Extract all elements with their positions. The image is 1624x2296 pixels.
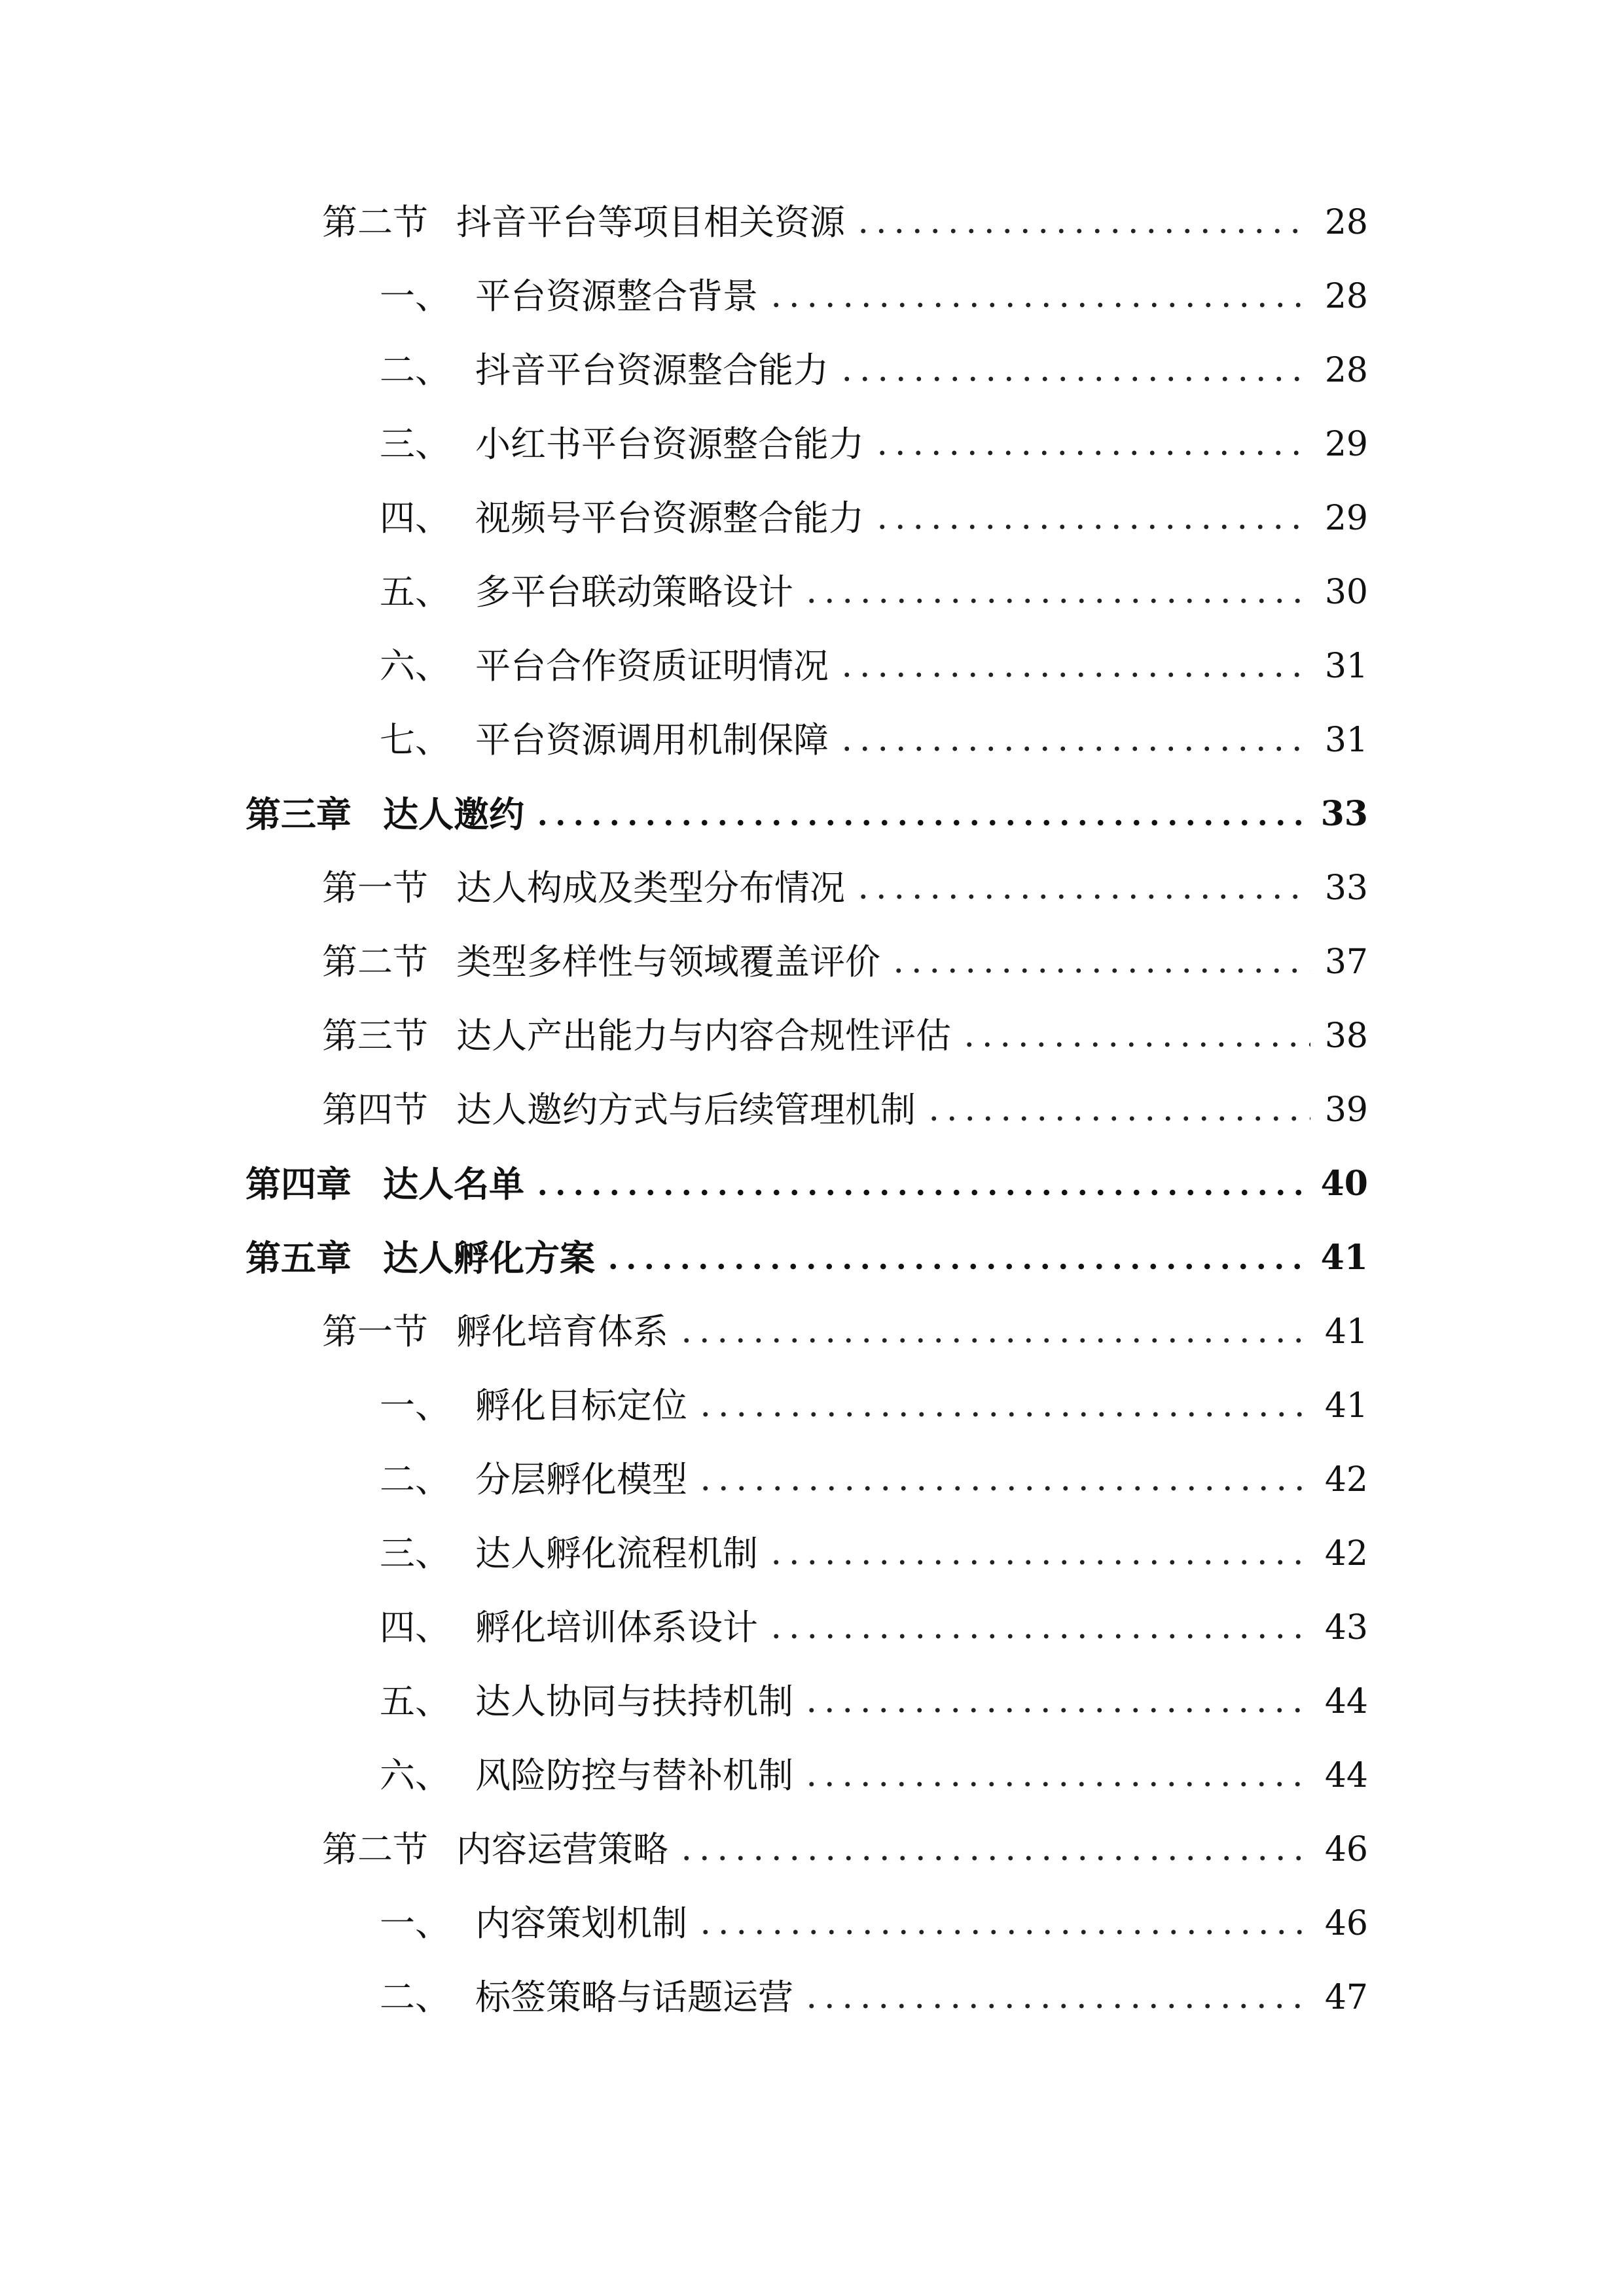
toc-entry[interactable] xyxy=(380,1380,1368,1432)
dot-leader xyxy=(925,1114,1310,1123)
toc-entry-number: 四、 xyxy=(380,1607,450,1648)
toc-entry-title: 类型多样性与领域覆盖评价 xyxy=(456,941,880,982)
toc-entry-title: 孵化培育体系 xyxy=(456,1311,668,1352)
toc-entry-page: 44 xyxy=(1324,1682,1368,1721)
dot-leader xyxy=(767,1632,1310,1641)
dot-leader xyxy=(890,966,1310,975)
toc-entry-title: 达人构成及类型分布情况 xyxy=(456,867,845,908)
toc-entry[interactable] xyxy=(322,1306,1368,1358)
dot-leader xyxy=(803,596,1310,605)
toc-entry-title: 孵化目标定位 xyxy=(475,1385,687,1426)
toc-entry[interactable] xyxy=(322,1084,1368,1136)
dot-leader xyxy=(838,374,1310,384)
toc-entry-page: 40 xyxy=(1320,1164,1368,1204)
toc-entry-number: 二、 xyxy=(380,1459,450,1500)
toc-entry[interactable] xyxy=(322,862,1368,914)
toc-entry-page: 47 xyxy=(1324,1978,1368,2017)
dot-leader xyxy=(960,1040,1310,1049)
dot-leader xyxy=(854,892,1310,901)
toc-entry[interactable] xyxy=(322,936,1368,988)
toc-entry-number: 三、 xyxy=(380,423,450,465)
dot-leader xyxy=(533,818,1307,827)
toc-entry-number: 六、 xyxy=(380,645,450,687)
toc-entry-number: 第二节 xyxy=(322,202,428,243)
toc-entry-page: 29 xyxy=(1324,425,1368,464)
toc-entry-title: 达人邀约方式与后续管理机制 xyxy=(456,1089,916,1130)
toc-entry-page: 39 xyxy=(1324,1090,1368,1130)
dot-leader xyxy=(854,226,1310,236)
toc-entry-page: 41 xyxy=(1320,1238,1368,1278)
toc-entry[interactable] xyxy=(322,196,1368,249)
toc-entry[interactable] xyxy=(380,714,1368,766)
toc-entry-number: 四、 xyxy=(380,497,450,539)
toc-entry-chapter[interactable] xyxy=(245,788,1368,840)
toc-entry-page: 44 xyxy=(1324,1756,1368,1795)
toc-entry-title: 孵化培训体系设计 xyxy=(475,1607,758,1648)
toc-entry-page: 28 xyxy=(1324,351,1368,390)
toc-entry-title: 风险防控与替补机制 xyxy=(475,1755,793,1796)
toc-entry-number: 一、 xyxy=(380,1385,450,1426)
toc-entry-title: 达人孵化流程机制 xyxy=(475,1533,758,1574)
toc-entry-page: 29 xyxy=(1324,499,1368,538)
toc-entry-page: 38 xyxy=(1324,1016,1368,1056)
toc-entry-number: 二、 xyxy=(380,1977,450,2018)
toc-entry-title: 视频号平台资源整合能力 xyxy=(475,497,864,539)
toc-entry-chapter[interactable] xyxy=(245,1158,1368,1210)
toc-entry[interactable] xyxy=(380,270,1368,323)
toc-entry-number: 七、 xyxy=(380,719,450,761)
toc-entry[interactable] xyxy=(380,1676,1368,1728)
toc-entry-title: 平台合作资质证明情况 xyxy=(475,645,829,687)
toc-entry-chapter[interactable] xyxy=(245,1232,1368,1284)
toc-entry-number: 三、 xyxy=(380,1533,450,1574)
toc-entry-number: 第五章 xyxy=(245,1237,352,1279)
toc-entry-page: 41 xyxy=(1324,1386,1368,1426)
toc-entry-title: 内容运营策略 xyxy=(456,1829,668,1870)
toc-entry-title: 达人名单 xyxy=(383,1163,524,1205)
toc-entry-number: 二、 xyxy=(380,350,450,391)
toc-entry-number: 第一节 xyxy=(322,1311,428,1352)
toc-entry-title: 平台资源整合背景 xyxy=(475,276,758,317)
toc-entry-page: 31 xyxy=(1324,721,1368,760)
dot-leader xyxy=(677,1336,1310,1345)
dot-leader xyxy=(604,1262,1307,1271)
toc-entry[interactable] xyxy=(380,344,1368,397)
dot-leader xyxy=(873,448,1310,457)
toc-entry[interactable] xyxy=(322,1010,1368,1062)
toc-entry-number: 一、 xyxy=(380,276,450,317)
toc-entry[interactable] xyxy=(380,492,1368,545)
toc-entry-title: 达人产出能力与内容合规性评估 xyxy=(456,1015,951,1056)
toc-entry-title: 多平台联动策略设计 xyxy=(475,571,793,613)
dot-leader xyxy=(533,1188,1307,1197)
toc-entry[interactable] xyxy=(380,1454,1368,1506)
toc-entry-title: 达人邀约 xyxy=(383,793,524,835)
toc-entry-number: 第三章 xyxy=(245,793,352,835)
dot-leader xyxy=(803,1780,1310,1789)
toc-entry[interactable] xyxy=(380,418,1368,471)
toc-entry-page: 33 xyxy=(1320,794,1368,834)
toc-entry[interactable] xyxy=(380,1602,1368,1654)
toc-entry-title: 分层孵化模型 xyxy=(475,1459,687,1500)
dot-leader xyxy=(677,1854,1310,1863)
dot-leader xyxy=(696,1928,1310,1937)
toc-entry-page: 30 xyxy=(1324,573,1368,612)
dot-leader xyxy=(838,744,1310,753)
dot-leader xyxy=(803,1706,1310,1715)
toc-entry-number: 第二节 xyxy=(322,1829,428,1870)
toc-entry-page: 43 xyxy=(1324,1608,1368,1647)
toc-entry-number: 六、 xyxy=(380,1755,450,1796)
toc-entry-page: 28 xyxy=(1324,203,1368,242)
toc-entry-number: 第四章 xyxy=(245,1163,352,1205)
dot-leader xyxy=(696,1484,1310,1493)
toc-entry-page: 33 xyxy=(1324,869,1368,908)
toc-entry-page: 37 xyxy=(1324,942,1368,982)
toc-entry-page: 28 xyxy=(1324,277,1368,316)
dot-leader xyxy=(767,1558,1310,1567)
dot-leader xyxy=(838,670,1310,679)
toc-entry[interactable] xyxy=(322,1823,1368,1876)
toc-entry-number: 五、 xyxy=(380,1681,450,1722)
toc-entry-title: 达人孵化方案 xyxy=(383,1237,595,1279)
toc-entry[interactable] xyxy=(380,566,1368,619)
toc-entry-title: 内容策划机制 xyxy=(475,1903,687,1944)
toc-entry-page: 42 xyxy=(1324,1534,1368,1573)
toc-entry[interactable] xyxy=(380,1528,1368,1580)
toc-entry-page: 46 xyxy=(1324,1830,1368,1869)
toc-entry-page: 41 xyxy=(1324,1312,1368,1352)
dot-leader xyxy=(873,522,1310,531)
toc-entry-number: 第二节 xyxy=(322,941,428,982)
dot-leader xyxy=(803,2001,1310,2011)
toc-entry-number: 第一节 xyxy=(322,867,428,908)
toc-entry-title: 标签策略与话题运营 xyxy=(475,1977,793,2018)
toc-entry[interactable] xyxy=(380,1749,1368,1802)
toc-entry[interactable] xyxy=(380,1971,1368,2024)
toc-entry[interactable] xyxy=(380,1897,1368,1950)
toc-entry-title: 小红书平台资源整合能力 xyxy=(475,423,864,465)
toc-entry-page: 46 xyxy=(1324,1904,1368,1943)
toc-entry-number: 第三节 xyxy=(322,1015,428,1056)
dot-leader xyxy=(767,300,1310,310)
toc-entry-title: 抖音平台等项目相关资源 xyxy=(456,202,845,243)
toc-entry-title: 达人协同与扶持机制 xyxy=(475,1681,793,1722)
toc-entry-page: 31 xyxy=(1324,647,1368,686)
toc-entry-page: 42 xyxy=(1324,1460,1368,1499)
toc-entry-number: 五、 xyxy=(380,571,450,613)
toc-entry-number: 一、 xyxy=(380,1903,450,1944)
dot-leader xyxy=(696,1410,1310,1419)
toc-entry[interactable] xyxy=(380,640,1368,692)
toc-entry-number: 第四节 xyxy=(322,1089,428,1130)
toc-entry-title: 抖音平台资源整合能力 xyxy=(475,350,829,391)
toc-entry-title: 平台资源调用机制保障 xyxy=(475,719,829,761)
